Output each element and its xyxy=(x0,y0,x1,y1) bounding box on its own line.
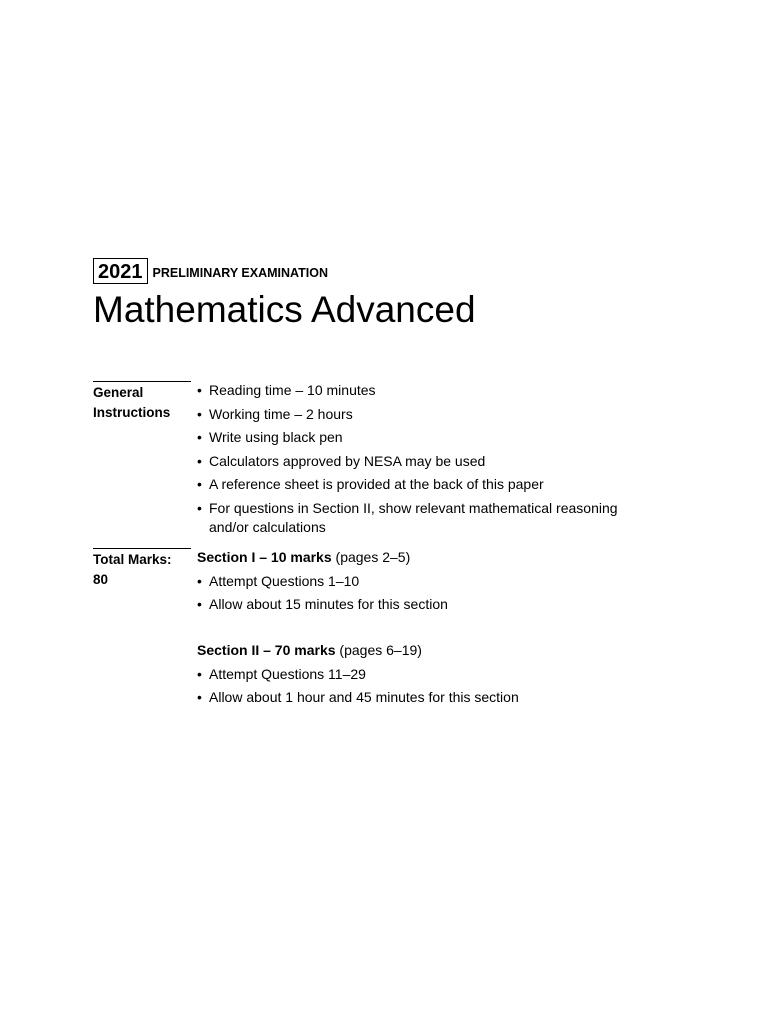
instruction-item: • Write using black pen xyxy=(197,428,667,447)
instruction-item: • A reference sheet is provided at the back of this paper xyxy=(197,475,667,494)
total-marks-label xyxy=(93,548,191,589)
exam-type-label: PRELIMINARY EXAMINATION xyxy=(152,266,328,280)
section-one-pages: (pages 2–5) xyxy=(331,549,411,565)
section-two xyxy=(197,641,667,707)
section-two-item: • Attempt Questions 11–29 xyxy=(197,665,667,684)
instruction-item: • Working time – 2 hours xyxy=(197,405,667,424)
general-instructions-label xyxy=(93,381,191,422)
section-two-heading xyxy=(197,641,667,660)
instruction-item: • For questions in Section II, show relevant mathematical reasoning and/or calculations xyxy=(197,499,654,537)
section-one xyxy=(197,548,667,614)
year-box: 2021 xyxy=(93,258,148,284)
exam-title: Mathematics Advanced xyxy=(93,289,476,330)
section-two-pages: (pages 6–19) xyxy=(335,642,422,658)
section-one-item: • Attempt Questions 1–10 xyxy=(197,572,667,591)
exam-header xyxy=(93,256,328,284)
section-one-heading-bold: Section I – 10 marks xyxy=(197,549,332,565)
instruction-item: • Calculators approved by NESA may be used xyxy=(197,452,667,471)
total-label-value: 80 xyxy=(93,572,109,587)
section-two-heading-bold: Section II – 70 marks xyxy=(197,642,336,658)
instruction-item: • Reading time – 10 minutes xyxy=(197,381,667,400)
total-label-line1: Total Marks: xyxy=(93,552,172,567)
section-two-item: • Allow about 1 hour and 45 minutes for this section xyxy=(197,688,667,707)
general-instructions-list xyxy=(197,381,667,537)
section-one-item: • Allow about 15 minutes for this section xyxy=(197,595,667,614)
general-label-line1: General xyxy=(93,385,144,400)
general-label-line2: Instructions xyxy=(93,405,171,420)
section-one-heading xyxy=(197,548,667,567)
